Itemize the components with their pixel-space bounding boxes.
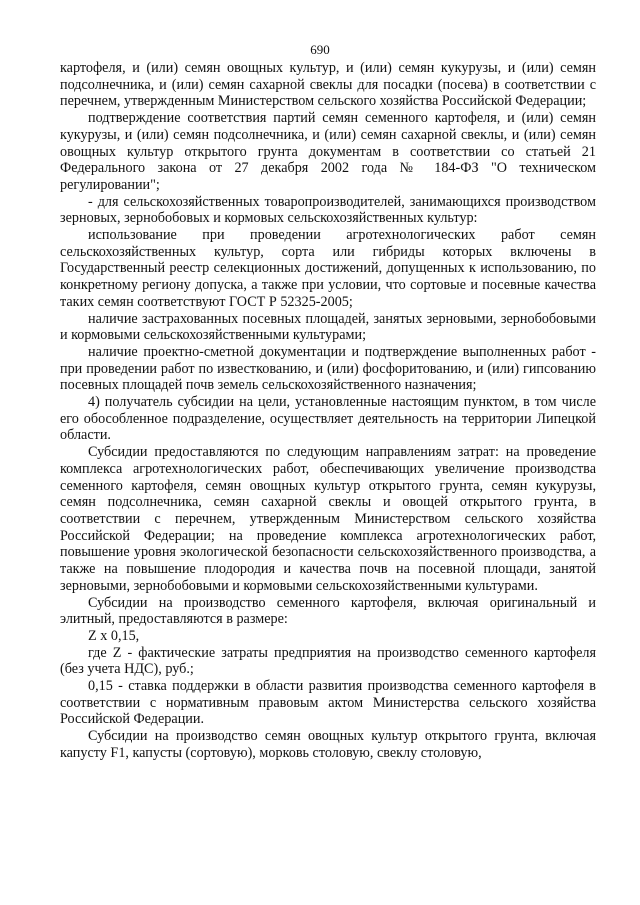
paragraph: Субсидии на производство семян овощных культур открытого грунта, включая капусту F1, капусты (сортовую), морковь столовую, свеклу столовую,: [60, 728, 596, 761]
paragraph: картофеля, и (или) семян овощных культур, и (или) семян кукурузы, и (или) семян подсолнечника, и (или) семян сахарной свеклы для посадки (посева) в соответствии с перечнем, утвержденным Министерством сельского хозяйства Российской Федерации;: [60, 60, 596, 110]
paragraph: где Z - фактические затраты предприятия на производство семенного картофеля (без учета НДС), руб.;: [60, 644, 596, 678]
paragraph: 0,15 - ставка поддержки в области развития производства семенного картофеля в соответствии с нормативным правовым актом Министерства сельского хозяйства Российской Федерации.: [60, 678, 596, 728]
paragraph: подтверждение соответствия партий семян семенного картофеля, и (или) семян кукурузы, и (или) семян подсолнечника, и (или) семян сахарной свеклы, и (или) семян овощных культур открытого грунта документам в соответствии со статьей 21 Федерального закона от 27 декабря 2002 года № 184-ФЗ "О техническом регулировании";: [60, 110, 596, 193]
paragraph: наличие застрахованных посевных площадей, занятых зерновыми, зернобобовыми и кормовыми сельскохозяйственными культурами;: [60, 310, 596, 344]
paragraph: использование при проведении агротехнологических работ семян сельскохозяйственных культур, сорта или гибриды которых включены в Государственный реестр селекционных достижений, допущенных к использованию, по конкретному региону допуска, а также при условии, что сортовые и посевные качества таких семян соответствуют ГОСТ Р 52325-2005;: [60, 227, 596, 310]
page-number: 690: [310, 42, 330, 57]
paragraph: Субсидии предоставляются по следующим направлениям затрат: на проведение комплекса агротехнологических работ, обеспечивающих увеличение производства семенного картофеля, семян овощных культур открытого грунта, семян кукурузы, семян подсолнечника, семян сахарной свеклы и овощей открытого грунта, в соответствии с перечнем, утвержденным Министерством сельского хозяйства Российской Федерации; на проведение комплекса агротехнологических работ, повышение уровня экологической безопасности сельскохозяйственного производства, а также на повышение плодородия и качества почв на посевной площади, занятой зерновыми, зернобобовыми и кормовыми сельскохозяйственными культурами.: [60, 444, 596, 594]
paragraph: 4) получатель субсидии на цели, установленные настоящим пунктом, в том числе его обособленное подразделение, осуществляет деятельность на территории Липецкой области.: [60, 394, 596, 444]
paragraph: - для сельскохозяйственных товаропроизводителей, занимающихся производством зерновых, зернобобовых и кормовых сельскохозяйственных культур:: [60, 193, 596, 227]
formula: Z x 0,15,: [88, 627, 140, 644]
paragraph: Субсидии на производство семенного картофеля, включая оригинальный и элитный, предоставляются в размере:: [60, 594, 596, 628]
body-text: [60, 60, 596, 762]
paragraph: наличие проектно-сметной документации и подтверждение выполненных работ - при проведении работ по известкованию, и (или) фосфоритованию, и (или) гипсованию посевных площадей почв земель сельскохозяйственного назначения;: [60, 343, 596, 394]
